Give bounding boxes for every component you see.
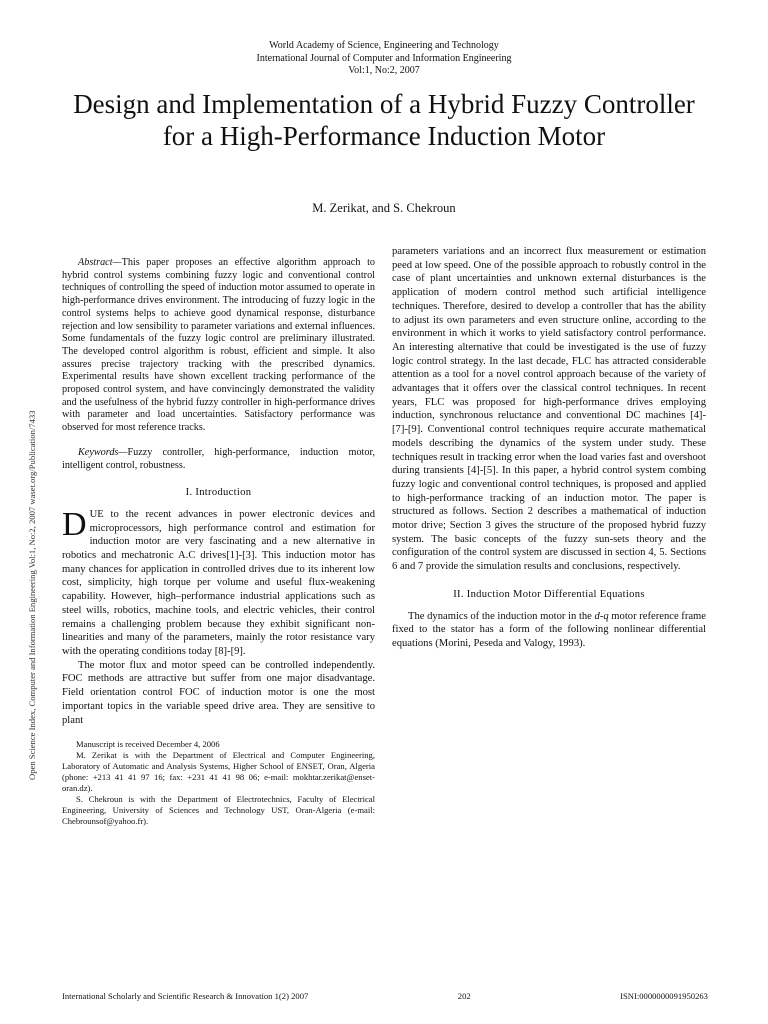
footnote-author-2: S. Chekroun is with the Department of Electrotechnics, Faculty of Electrical Engineering, University of Sciences and Technology UST, Oran-Algeria (e-mail: Chebrounsof@yahoo.fr). <box>62 794 375 827</box>
footnotes <box>62 739 375 827</box>
intro-paragraph-1 <box>62 505 375 659</box>
equations-paragraph <box>392 610 706 651</box>
footnote-author-1: M. Zerikat is with the Department of Electrical and Computer Engineering, Laboratory of Automatic and Analysis Systems, Higher School of ENSET, Oran, Algeria (phone: +213 41 41 97 16; fax: +231 41 41 98 06; e-mail: mokhtar.zerikat@enset-oran.dz). <box>62 750 375 794</box>
keywords-text: Fuzzy controller, high-performance, induction motor, intelligent control, robustness. <box>62 446 375 471</box>
abstract-text: This paper proposes an effective algorithm approach to hybrid control systems combining fuzzy logic and conventional control techniques of controlling the speed of induction motor assumed to operate in high-performance drives environment. The introducing of fuzzy logic in the control systems helps to achieve good dynamical response, disturbance rejection and low sensibility to parameter variations and external influences. Some fundamentals of the fuzzy logic control are preliminary illustrated. The developed control algorithm is robust, efficient and simple. It also assures precise trajectory tracking with the prescribed dynamics. Experimental results have shown excellent tracking performance of the proposed control system, and have convincingly demonstrated the validity and the usefulness of the hybrid fuzzy controller in high-performance drives with parameter and load uncertainties. Satisfactory performance was observed for most reference tracks. <box>62 257 375 434</box>
equations-text-b: motor reference frame fixed to the stator has a form of the following nonlinear differential equations (Morini, Peseda and Valogy, 1993). <box>392 610 706 649</box>
dq-term: d-q <box>594 610 609 622</box>
footer-isni: ISNI:0000000091950263 <box>620 991 708 1001</box>
journal-name: International Journal of Computer and Information Engineering <box>256 52 512 64</box>
paper-authors: M. Zerikat, and S. Chekroun <box>312 201 456 215</box>
journal-volume: Vol:1, No:2, 2007 <box>348 65 420 76</box>
journal-publisher: World Academy of Science, Engineering and Technology <box>269 40 499 51</box>
section-heading-equations: II. Induction Motor Differential Equations <box>453 588 645 600</box>
drop-cap: D <box>62 505 87 543</box>
intro-paragraph-2: The motor flux and motor speed can be controlled independently. FOC methods are attractive but suffer from one major disadvantage. Field orientation control FOC of induction motor is one the most important topics in the variable speed drive area. They are sensitive to plant <box>62 659 375 726</box>
equations-text-a: The dynamics of the induction motor in the <box>408 610 595 622</box>
left-column <box>62 257 375 827</box>
page-footer <box>62 991 708 1001</box>
journal-header <box>0 40 768 78</box>
intro-paragraph-1-text: UE to the recent advances in power electronic devices and microprocessors, high performance control and estimation for induction motor are very fascinating and a new alternative in robotics and mechatronic A.C drives[1]-[3]. This induction motor has many chances for application in controlled drives due to its inherent low cost, simplicity, high torque per volume and useful flux-weakening capability. However, high–performance industrial applications such as steel wills, robotics, machine tools, and electric vehicles, their control remains a challenging problem because they exhibit significant non-linearities and many of the parameters, mainly the rotor resistance vary with the operating conditions today [8]-[9]. <box>62 508 375 657</box>
page-number: 202 <box>457 991 471 1001</box>
paper-title: Design and Implementation of a Hybrid Fuzzy Controller for a High-Performance Induction Motor <box>73 89 695 151</box>
abstract <box>62 257 375 435</box>
section-heading-introduction: I. Introduction <box>185 487 252 499</box>
keywords-label: Keywords— <box>78 446 128 458</box>
abstract-label: Abstract— <box>78 257 122 268</box>
sidebar-citation: Open Science Index, Computer and Information Engineering Vol:1, No:2, 2007 waset.org/Publication/7433 <box>27 410 37 780</box>
footer-publisher: International Scholarly and Scientific Research & Innovation 1(2) 2007 <box>62 991 309 1001</box>
keywords <box>62 447 375 472</box>
right-column <box>392 245 706 651</box>
right-paragraph-1: parameters variations and an incorrect flux measurement or estimation peed at low speed. One of the possible approach to robustly control in the case of plant uncertainties and unknown external disturbances is the application of modern control method such artificial intelligence techniques. Therefore, desired to develop a controller that has the ability to adjust its own parameters and even structure online, according to the environment in which it works to yield satisfactory control performance. An interesting alternative that could be investigated is the use of fuzzy logic control strategy. In the last decade, FLC has attracted considerable attention as a tool for a novel control approach because of the variety of advantages that it offers over the classical control techniques. In recent years, FLC was proposed for high-performance drives employing induction, synchronous reluctance and conventional DC machines [4]-[7]-[9]. Conventional control techniques require accurate mathematical models describing the dynamics of the system under study. These techniques result in tracking error when the load varies fast and overshoot during transients [4]-[5]. In this paper, a hybrid control system combing fuzzy logic and conventional control techniques, is proposed and applied to high-performance tracking of an induction motor. The paper is structured as follows. Section 2 describes a mathematical of induction motor drive; Section 3 gives the structure of the proposed hybrid fuzzy system. The basic concepts of the fuzzy sun-sets theory and the configuration of the control system are discussed in section 4, 5. Sections 6 and 7 provide the simulation results and conclusions, respectively. <box>392 246 706 573</box>
footnote-received: Manuscript is received December 4, 2006 <box>76 739 220 750</box>
